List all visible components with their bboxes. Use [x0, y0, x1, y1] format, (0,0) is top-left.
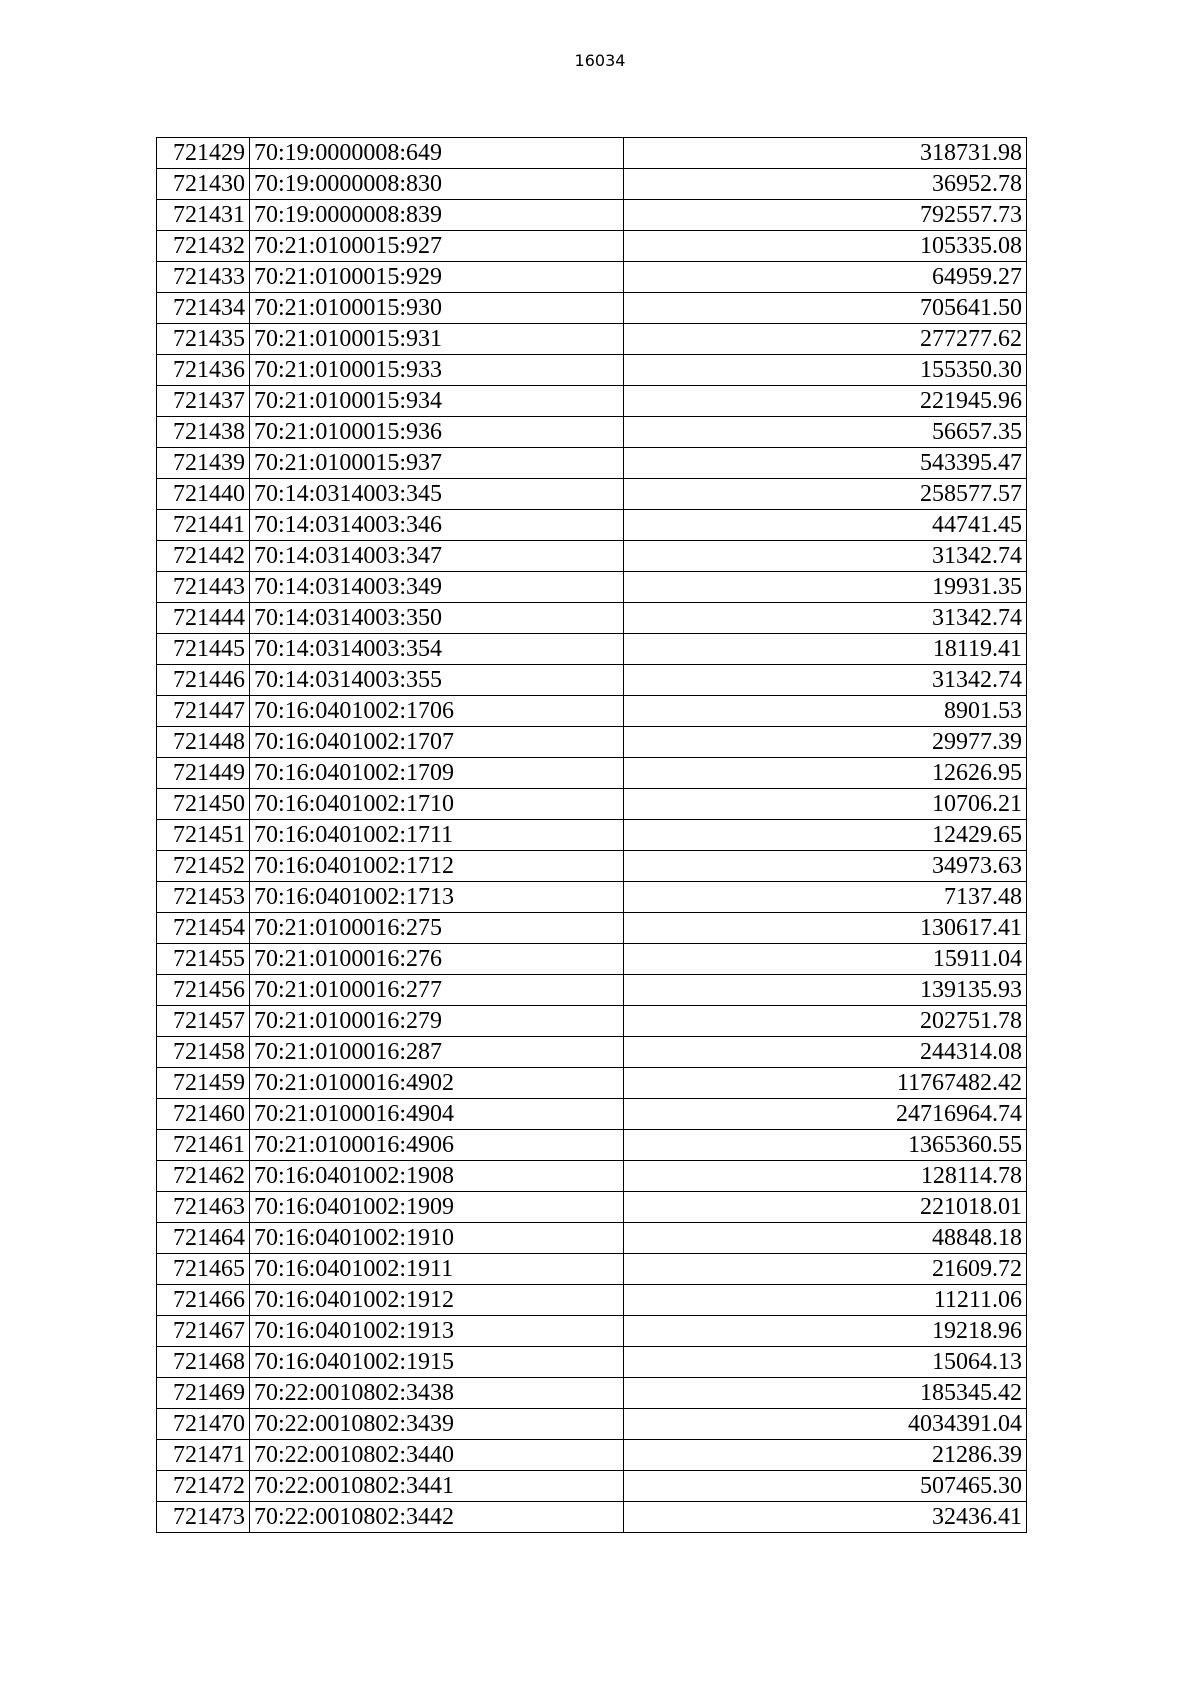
table-row: [157, 1378, 1027, 1409]
value-cell: 185345.42: [624, 1378, 1027, 1409]
row-id-cell: 721444: [157, 603, 250, 634]
cadastral-number-cell: 70:16:0401002:1712: [250, 851, 624, 882]
row-id-cell: 721447: [157, 696, 250, 727]
cadastral-number-cell: 70:21:0100016:4906: [250, 1130, 624, 1161]
value-cell: 4034391.04: [624, 1409, 1027, 1440]
cadastral-number-cell: 70:16:0401002:1912: [250, 1285, 624, 1316]
cadastral-number-cell: 70:21:0100016:4902: [250, 1068, 624, 1099]
cadastral-number-cell: 70:16:0401002:1911: [250, 1254, 624, 1285]
table-row: [157, 355, 1027, 386]
cadastral-number-cell: 70:16:0401002:1915: [250, 1347, 624, 1378]
value-cell: 318731.98: [624, 138, 1027, 169]
value-cell: 128114.78: [624, 1161, 1027, 1192]
table-row: [157, 1254, 1027, 1285]
row-id-cell: 721429: [157, 138, 250, 169]
value-cell: 56657.35: [624, 417, 1027, 448]
table-row: [157, 1037, 1027, 1068]
value-cell: 21609.72: [624, 1254, 1027, 1285]
row-id-cell: 721446: [157, 665, 250, 696]
value-cell: 130617.41: [624, 913, 1027, 944]
value-cell: 31342.74: [624, 665, 1027, 696]
row-id-cell: 721438: [157, 417, 250, 448]
row-id-cell: 721443: [157, 572, 250, 603]
row-id-cell: 721462: [157, 1161, 250, 1192]
value-cell: 34973.63: [624, 851, 1027, 882]
value-cell: 18119.41: [624, 634, 1027, 665]
row-id-cell: 721441: [157, 510, 250, 541]
value-cell: 258577.57: [624, 479, 1027, 510]
value-cell: 8901.53: [624, 696, 1027, 727]
table-row: [157, 293, 1027, 324]
value-cell: 21286.39: [624, 1440, 1027, 1471]
row-id-cell: 721460: [157, 1099, 250, 1130]
records-table-body: [157, 138, 1027, 1533]
table-row: [157, 1223, 1027, 1254]
value-cell: 792557.73: [624, 200, 1027, 231]
value-cell: 705641.50: [624, 293, 1027, 324]
table-row: [157, 1440, 1027, 1471]
cadastral-number-cell: 70:21:0100016:287: [250, 1037, 624, 1068]
table-row: [157, 231, 1027, 262]
cadastral-number-cell: 70:14:0314003:346: [250, 510, 624, 541]
value-cell: 32436.41: [624, 1502, 1027, 1533]
cadastral-number-cell: 70:16:0401002:1706: [250, 696, 624, 727]
cadastral-number-cell: 70:21:0100015:930: [250, 293, 624, 324]
value-cell: 19931.35: [624, 572, 1027, 603]
cadastral-number-cell: 70:14:0314003:347: [250, 541, 624, 572]
row-id-cell: 721434: [157, 293, 250, 324]
cadastral-number-cell: 70:21:0100016:4904: [250, 1099, 624, 1130]
cadastral-number-cell: 70:21:0100016:277: [250, 975, 624, 1006]
cadastral-number-cell: 70:16:0401002:1909: [250, 1192, 624, 1223]
cadastral-number-cell: 70:21:0100015:933: [250, 355, 624, 386]
value-cell: 11767482.42: [624, 1068, 1027, 1099]
row-id-cell: 721473: [157, 1502, 250, 1533]
row-id-cell: 721436: [157, 355, 250, 386]
value-cell: 48848.18: [624, 1223, 1027, 1254]
cadastral-number-cell: 70:21:0100015:936: [250, 417, 624, 448]
cadastral-number-cell: 70:16:0401002:1711: [250, 820, 624, 851]
cadastral-number-cell: 70:21:0100015:929: [250, 262, 624, 293]
table-row: [157, 1161, 1027, 1192]
cadastral-number-cell: 70:21:0100016:276: [250, 944, 624, 975]
table-row: [157, 1316, 1027, 1347]
cadastral-number-cell: 70:16:0401002:1913: [250, 1316, 624, 1347]
cadastral-number-cell: 70:16:0401002:1713: [250, 882, 624, 913]
table-row: [157, 200, 1027, 231]
table-row: [157, 882, 1027, 913]
row-id-cell: 721440: [157, 479, 250, 510]
row-id-cell: 721442: [157, 541, 250, 572]
row-id-cell: 721451: [157, 820, 250, 851]
table-row: [157, 944, 1027, 975]
row-id-cell: 721472: [157, 1471, 250, 1502]
row-id-cell: 721453: [157, 882, 250, 913]
table-row: [157, 603, 1027, 634]
table-row: [157, 1130, 1027, 1161]
row-id-cell: 721437: [157, 386, 250, 417]
value-cell: 507465.30: [624, 1471, 1027, 1502]
value-cell: 24716964.74: [624, 1099, 1027, 1130]
cadastral-number-cell: 70:21:0100015:931: [250, 324, 624, 355]
table-row: [157, 1471, 1027, 1502]
value-cell: 64959.27: [624, 262, 1027, 293]
value-cell: 19218.96: [624, 1316, 1027, 1347]
table-row: [157, 417, 1027, 448]
cadastral-number-cell: 70:16:0401002:1710: [250, 789, 624, 820]
row-id-cell: 721432: [157, 231, 250, 262]
row-id-cell: 721454: [157, 913, 250, 944]
row-id-cell: 721465: [157, 1254, 250, 1285]
table-row: [157, 1347, 1027, 1378]
cadastral-number-cell: 70:14:0314003:350: [250, 603, 624, 634]
value-cell: 7137.48: [624, 882, 1027, 913]
table-row: [157, 510, 1027, 541]
page-number: 16034: [574, 51, 626, 70]
table-row: [157, 386, 1027, 417]
value-cell: 202751.78: [624, 1006, 1027, 1037]
cadastral-number-cell: 70:16:0401002:1910: [250, 1223, 624, 1254]
row-id-cell: 721457: [157, 1006, 250, 1037]
table-row: [157, 758, 1027, 789]
cadastral-number-cell: 70:14:0314003:345: [250, 479, 624, 510]
cadastral-number-cell: 70:21:0100016:275: [250, 913, 624, 944]
cadastral-number-cell: 70:16:0401002:1908: [250, 1161, 624, 1192]
table-row: [157, 665, 1027, 696]
table-row: [157, 820, 1027, 851]
value-cell: 15064.13: [624, 1347, 1027, 1378]
table-row: [157, 727, 1027, 758]
table-row: [157, 1099, 1027, 1130]
table-row: [157, 572, 1027, 603]
row-id-cell: 721471: [157, 1440, 250, 1471]
row-id-cell: 721450: [157, 789, 250, 820]
row-id-cell: 721469: [157, 1378, 250, 1409]
value-cell: 221945.96: [624, 386, 1027, 417]
row-id-cell: 721468: [157, 1347, 250, 1378]
value-cell: 139135.93: [624, 975, 1027, 1006]
table-row: [157, 1192, 1027, 1223]
table-row: [157, 696, 1027, 727]
row-id-cell: 721455: [157, 944, 250, 975]
row-id-cell: 721452: [157, 851, 250, 882]
value-cell: 155350.30: [624, 355, 1027, 386]
table-row: [157, 138, 1027, 169]
row-id-cell: 721456: [157, 975, 250, 1006]
row-id-cell: 721458: [157, 1037, 250, 1068]
table-row: [157, 541, 1027, 572]
row-id-cell: 721435: [157, 324, 250, 355]
table-row: [157, 1006, 1027, 1037]
value-cell: 31342.74: [624, 603, 1027, 634]
cadastral-number-cell: 70:14:0314003:349: [250, 572, 624, 603]
cadastral-number-cell: 70:14:0314003:355: [250, 665, 624, 696]
row-id-cell: 721431: [157, 200, 250, 231]
cadastral-number-cell: 70:14:0314003:354: [250, 634, 624, 665]
cadastral-number-cell: 70:21:0100015:927: [250, 231, 624, 262]
cadastral-number-cell: 70:19:0000008:839: [250, 200, 624, 231]
cadastral-number-cell: 70:16:0401002:1709: [250, 758, 624, 789]
value-cell: 105335.08: [624, 231, 1027, 262]
records-table: [156, 137, 1027, 1533]
row-id-cell: 721439: [157, 448, 250, 479]
row-id-cell: 721445: [157, 634, 250, 665]
table-row: [157, 262, 1027, 293]
row-id-cell: 721430: [157, 169, 250, 200]
value-cell: 10706.21: [624, 789, 1027, 820]
row-id-cell: 721459: [157, 1068, 250, 1099]
row-id-cell: 721461: [157, 1130, 250, 1161]
value-cell: 44741.45: [624, 510, 1027, 541]
value-cell: 244314.08: [624, 1037, 1027, 1068]
cadastral-number-cell: 70:22:0010802:3438: [250, 1378, 624, 1409]
value-cell: 12429.65: [624, 820, 1027, 851]
row-id-cell: 721464: [157, 1223, 250, 1254]
table-row: [157, 479, 1027, 510]
row-id-cell: 721466: [157, 1285, 250, 1316]
cadastral-number-cell: 70:19:0000008:830: [250, 169, 624, 200]
cadastral-number-cell: 70:22:0010802:3440: [250, 1440, 624, 1471]
table-row: [157, 851, 1027, 882]
value-cell: 36952.78: [624, 169, 1027, 200]
row-id-cell: 721433: [157, 262, 250, 293]
cadastral-number-cell: 70:22:0010802:3442: [250, 1502, 624, 1533]
cadastral-number-cell: 70:21:0100016:279: [250, 1006, 624, 1037]
table-row: [157, 448, 1027, 479]
value-cell: 1365360.55: [624, 1130, 1027, 1161]
table-row: [157, 169, 1027, 200]
cadastral-number-cell: 70:22:0010802:3441: [250, 1471, 624, 1502]
table-row: [157, 913, 1027, 944]
row-id-cell: 721449: [157, 758, 250, 789]
value-cell: 277277.62: [624, 324, 1027, 355]
value-cell: 15911.04: [624, 944, 1027, 975]
value-cell: 31342.74: [624, 541, 1027, 572]
value-cell: 12626.95: [624, 758, 1027, 789]
row-id-cell: 721448: [157, 727, 250, 758]
cadastral-number-cell: 70:16:0401002:1707: [250, 727, 624, 758]
cadastral-number-cell: 70:21:0100015:937: [250, 448, 624, 479]
table-row: [157, 324, 1027, 355]
value-cell: 29977.39: [624, 727, 1027, 758]
table-row: [157, 975, 1027, 1006]
value-cell: 11211.06: [624, 1285, 1027, 1316]
table-row: [157, 789, 1027, 820]
row-id-cell: 721470: [157, 1409, 250, 1440]
table-row: [157, 1502, 1027, 1533]
row-id-cell: 721463: [157, 1192, 250, 1223]
table-row: [157, 634, 1027, 665]
value-cell: 221018.01: [624, 1192, 1027, 1223]
cadastral-number-cell: 70:21:0100015:934: [250, 386, 624, 417]
cadastral-number-cell: 70:19:0000008:649: [250, 138, 624, 169]
table-row: [157, 1409, 1027, 1440]
row-id-cell: 721467: [157, 1316, 250, 1347]
value-cell: 543395.47: [624, 448, 1027, 479]
cadastral-number-cell: 70:22:0010802:3439: [250, 1409, 624, 1440]
table-row: [157, 1285, 1027, 1316]
table-row: [157, 1068, 1027, 1099]
